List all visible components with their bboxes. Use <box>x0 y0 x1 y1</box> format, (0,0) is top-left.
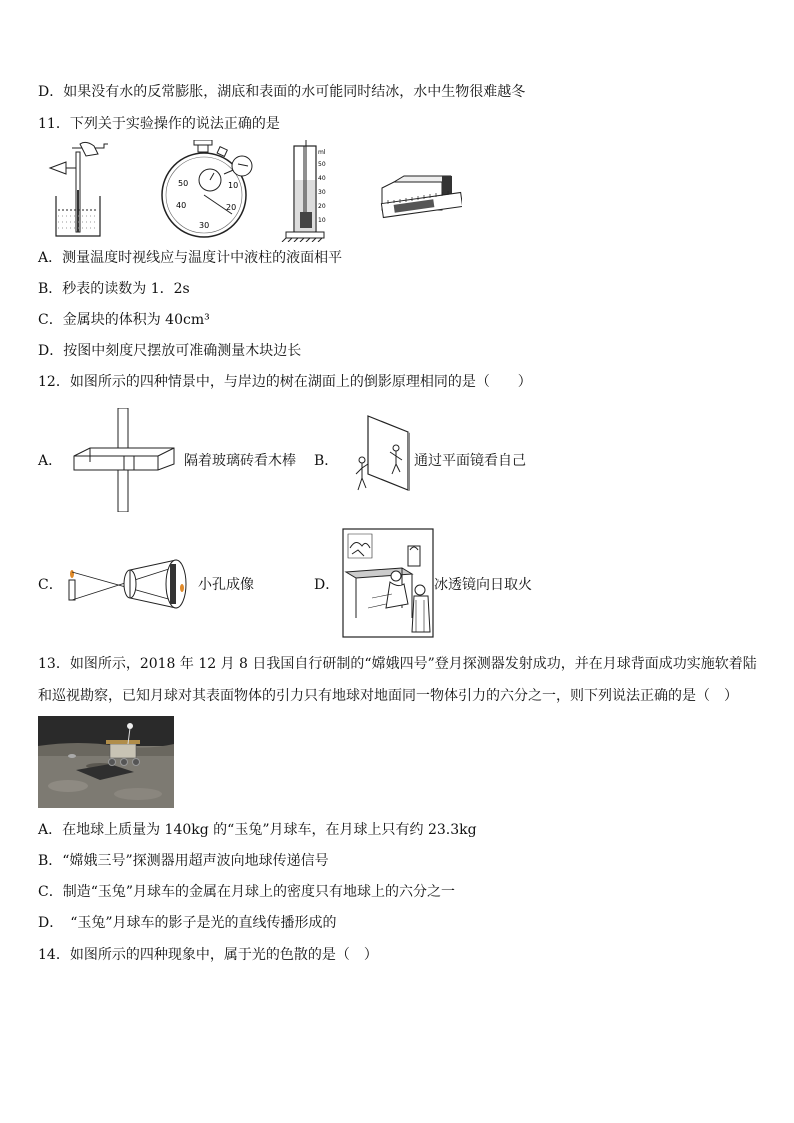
q13-stem-line-2: 和巡视勘察，已知月球对其表面物体的引力只有地球对地面同一物体引力的六分之一，则下列说法正确的是（ ） <box>38 688 738 704</box>
q11-option-d: D．按图中刻度尺摆放可准确测量木块边长 <box>38 343 302 359</box>
q13-option-b: B．“嫦娥三号”探测器用超声波向地球传递信号 <box>38 853 329 869</box>
glass-brick-stick-figure <box>70 408 180 512</box>
q11-option-c: C．金属块的体积为 40cm³ <box>38 312 210 328</box>
q11-stem: 11．下列关于实验操作的说法正确的是 <box>38 116 280 132</box>
q12-option-d-letter: D． <box>314 577 340 593</box>
thermometer-beaker-figure <box>50 142 108 236</box>
q13-stem-line-1: 13．如图所示，2018 年 12 月 8 日我国自行研制的“嫦娥四号”登月探测器发射成功，并在月球背面成功实施软着陆 <box>38 656 757 672</box>
svg-text:50: 50 <box>178 179 189 188</box>
svg-text:30: 30 <box>318 189 326 196</box>
ruler-block-figure <box>381 176 462 217</box>
svg-text:50: 50 <box>318 161 326 168</box>
svg-text:40: 40 <box>318 175 326 182</box>
q13-option-d: D． “玉兔”月球车的影子是光的直线传播形成的 <box>38 915 337 931</box>
q12-option-c-letter: C． <box>38 577 63 593</box>
pinhole-camera-figure <box>64 556 192 612</box>
svg-text:40: 40 <box>176 201 187 210</box>
q12-stem: 12．如图所示的四种情景中，与岸边的树在湖面上的倒影原理相同的是（ ） <box>38 374 532 390</box>
q11-option-b: B．秒表的读数为 1．2s <box>38 281 190 297</box>
svg-text:10: 10 <box>228 181 239 190</box>
q12-option-d-caption: 冰透镜向日取火 <box>434 577 532 593</box>
q13-option-c: C．制造“玉兔”月球车的金属在月球上的密度只有地球上的六分之一 <box>38 884 456 900</box>
q14-stem: 14．如图所示的四种现象中，属于光的色散的是（ ） <box>38 947 378 963</box>
svg-text:30: 30 <box>199 221 210 230</box>
q10-option-d: D．如果没有水的反常膨胀，湖底和表面的水可能同时结冰，水中生物很难越冬 <box>38 84 526 100</box>
q12-option-a-caption: 隔着玻璃砖看木棒 <box>184 453 296 469</box>
measuring-cylinder-figure <box>282 140 326 242</box>
q12-option-a-letter: A． <box>38 453 63 469</box>
moon-rover-photo <box>38 716 174 808</box>
stopwatch-figure <box>162 140 252 237</box>
svg-text:20: 20 <box>318 203 326 210</box>
svg-text:20: 20 <box>226 203 237 212</box>
q12-option-b-caption: 通过平面镜看自己 <box>414 453 526 469</box>
svg-text:10: 10 <box>318 217 326 224</box>
plane-mirror-figure <box>350 412 414 498</box>
q11-option-a: A．测量温度时视线应与温度计中液柱的液面相平 <box>38 250 343 266</box>
q11-figures <box>42 140 462 242</box>
ice-lens-fire-figure <box>342 528 434 638</box>
q12-option-b-letter: B． <box>314 453 339 469</box>
q13-option-a: A．在地球上质量为 140kg 的“玉兔”月球车，在月球上只有约 23.3kg <box>38 822 477 838</box>
svg-text:ml: ml <box>318 149 326 156</box>
q12-option-c-caption: 小孔成像 <box>198 577 254 593</box>
